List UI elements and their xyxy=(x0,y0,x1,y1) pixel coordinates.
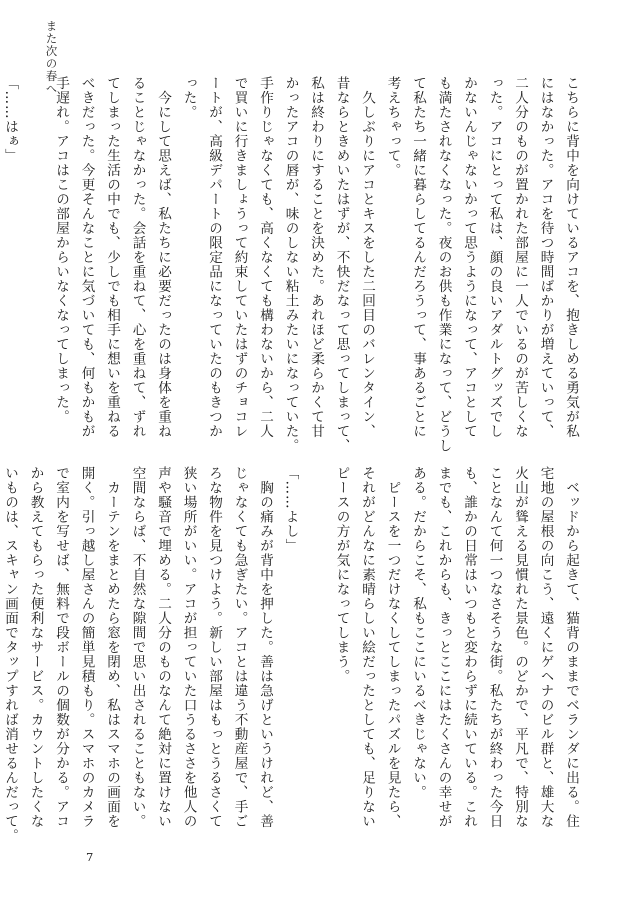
text-line: ートが、高級デパートの限定品になっていたのもきつか xyxy=(206,76,222,439)
text-line: カーテンをまとめたら窓を閉め、私はスマホの画面を xyxy=(104,466,120,829)
text-line: 昔ならときめいたはずが、不快だなって思ってしまって、 xyxy=(333,76,350,453)
text-block-top xyxy=(0,76,583,453)
text-line: 二人分のものが置かれた部屋に一人でいるのが苦しくな xyxy=(512,76,528,439)
text-line: ことなんて何一つなさそうな街。私たちが終わった今日 xyxy=(486,466,503,829)
text-line: までも、これからも、きっとここにはたくさんの幸せが xyxy=(435,466,452,829)
text-line: いものは、スキャン画面でタップすれば消せるんだって。 xyxy=(2,466,18,843)
text-line: ることじゃなかった。会話を重ねて、心を重ねて、ずれ xyxy=(129,76,146,439)
text-line: 手遅れ。アコはこの部屋からいなくなってしまった。 xyxy=(53,76,69,424)
blank-line xyxy=(303,466,329,834)
text-line: った。アコにとって私は、顔の良いアダルトグッズでし xyxy=(486,76,503,439)
text-line: て私たち一緒に暮らしてるんだろうって、事あるごとに xyxy=(410,76,426,439)
text-line: 狭い場所がいい。アコが担っていた口うるささを他人の xyxy=(180,466,197,829)
text-line: てしまった生活の中でも、少しでも相手に想いを重ねる xyxy=(104,76,120,439)
text-line: ピースの方が気になってしまう。 xyxy=(333,466,350,684)
dialogue-line: 「……はぁ」 xyxy=(2,76,18,163)
text-line: ピースを一つだけなくしてしまったパズルを見たら、 xyxy=(384,466,401,829)
page-number: 7 xyxy=(86,850,94,864)
text-line: 空間ならば、不自然な隙間で思い出されることもない。 xyxy=(129,466,146,829)
text-line: こちらに背中を向けているアコを、抱きしめる勇気が私 xyxy=(563,76,579,439)
blank-line xyxy=(22,76,48,444)
text-line: ろな物件を見つけよう。新しい部屋はもっとうるさくて xyxy=(206,466,222,829)
text-line: 考えちゃって。 xyxy=(384,76,401,178)
text-block-bottom xyxy=(0,466,583,843)
text-line: ある。だからこそ、私もここにいるべきじゃない。 xyxy=(410,466,426,800)
text-line: 宅地の屋根の向こう、遠くにゲヘナのビル群と、雄大な xyxy=(537,466,554,829)
text-line: った。 xyxy=(180,76,197,120)
text-line: かったアコの唇が、味のしない粘土みたいになっていた。 xyxy=(282,76,299,453)
text-line: それがどんなに素晴らしい絵だったとしても、足りない xyxy=(359,466,375,829)
text-line: 胸の痛みが背中を押した。善は急げというけれど、善 xyxy=(257,466,273,829)
text-line: かないんじゃないかって思うようになって、アコとして xyxy=(461,76,477,439)
text-line: 今にして思えば、私たちに必要だったのは身体を重ね xyxy=(155,76,171,439)
text-line: 久しぶりにアコとキスをした二回目のバレンタイン、 xyxy=(359,76,375,439)
text-line: 開く。引っ越し屋さんの簡単見積もり。スマホのカメラ xyxy=(78,466,95,829)
text-line: から教えてもらった便利なサービス。カウントしたくな xyxy=(27,466,44,829)
text-line: じゃなくても急ぎたい。アコとは違う不動産屋で、手ご xyxy=(231,466,248,829)
text-line: ベッドから起きて、猫背のままでベランダに出る。住 xyxy=(563,466,579,829)
text-line: 声や騒音で埋める。二人分のものなんて絶対に置けない xyxy=(155,466,171,829)
text-line: で買いに行きましょうって約束していたはずのチョコレ xyxy=(231,76,248,439)
text-line: で室内を写せば、無料で段ボールの個数が分かる。アコ xyxy=(53,466,69,829)
text-line: 手作りじゃなくても、高くなくても構わないから、二人 xyxy=(257,76,273,439)
dialogue-line: 「……よし」 xyxy=(282,466,299,553)
text-line: も、誰かの日常はいつもと変わらずに続いている。これ xyxy=(461,466,477,829)
text-line: 火山が聳える見慣れた景色。のどかで、平凡で、特別な xyxy=(512,466,528,829)
text-line: 私は終わりにすることを決めた。あれほど柔らかくて甘 xyxy=(308,76,324,439)
text-line: も満たされなくなった。夜のお供も作業になって、どうし xyxy=(435,76,452,453)
text-line: べきだった。今更そんなことに気づいても、何もかもが xyxy=(78,76,95,439)
running-header-title: また次の春へ xyxy=(44,20,59,95)
text-line: にはなかった。アコを待つ時間ばかりが増えていって、 xyxy=(537,76,554,439)
